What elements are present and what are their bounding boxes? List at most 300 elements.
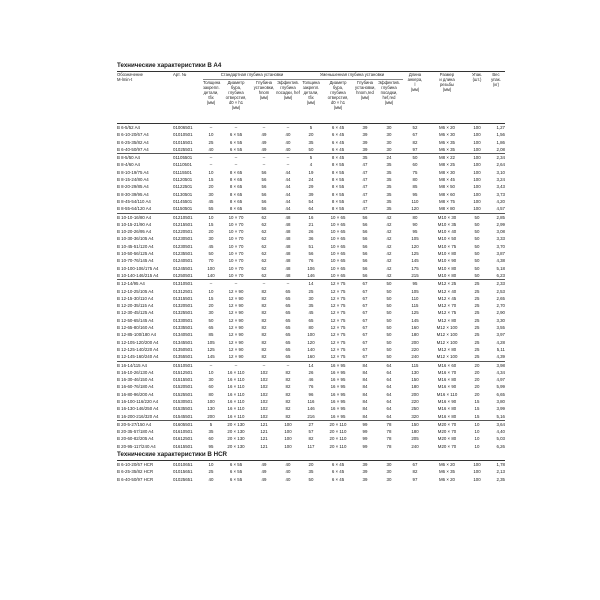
table-cell: 8 × 65 xyxy=(229,206,243,212)
table-cell: M6 × 30 xyxy=(439,132,455,138)
table-cell: M8 × 25 xyxy=(439,162,455,168)
table-cell: 01220501 xyxy=(173,229,193,235)
table-cell: 3,80 xyxy=(496,398,505,404)
table-cell: 8 × 55 xyxy=(331,206,345,212)
table-cell: 35 xyxy=(386,169,392,175)
table-cell: 60 xyxy=(412,162,418,168)
table-cell: 25 xyxy=(467,280,487,288)
table-cell: B 6-40-50/97 HCR xyxy=(117,476,154,482)
table-cell: 82 xyxy=(261,288,267,294)
table-cell: 56 xyxy=(362,236,368,242)
column-header xyxy=(301,81,321,106)
table-cell: 4,38 xyxy=(496,258,505,264)
table-cell: 84 xyxy=(362,398,368,404)
table-cell: 50 xyxy=(474,258,480,264)
table-cell: 21 xyxy=(308,221,314,227)
table-cell: 46 xyxy=(308,377,314,383)
header-line: Вес xyxy=(492,72,500,77)
table-cell: 116 xyxy=(307,398,315,404)
table-cell: 20 × 130 xyxy=(227,436,245,442)
table-cell: B 20-35-57/180 A4 xyxy=(117,429,154,435)
table-cell: – xyxy=(203,361,219,369)
table-cell: 55 xyxy=(208,206,214,212)
table-cell: 2,85 xyxy=(487,213,505,221)
table-cell: B 12-145-160/240 A4 xyxy=(117,354,159,360)
table-cell: 20 × 130 xyxy=(227,429,245,435)
table-cell: 36 xyxy=(308,236,314,242)
table-cell: M6 × 20 xyxy=(439,462,455,468)
table-cell: 105 xyxy=(207,339,215,345)
table-cell: 01010651 xyxy=(173,462,193,468)
table-cell: 6 × 45 xyxy=(331,146,345,152)
table-cell: 25 xyxy=(474,288,480,294)
table-cell: 12 × 90 xyxy=(228,288,244,294)
table-cell: 67 xyxy=(412,462,418,468)
table-cell: 8 × 65 xyxy=(229,177,243,183)
table-row xyxy=(117,124,505,131)
table-cell: 100 xyxy=(473,177,481,183)
header-line: Упак. xyxy=(471,72,483,77)
table-cell: 5,03 xyxy=(496,436,505,442)
table-cell: 102 xyxy=(260,377,268,383)
table-cell: 100 xyxy=(473,462,481,468)
table-cell: M6 × 20 xyxy=(439,476,455,482)
table-cell: 30 xyxy=(386,146,392,152)
table-cell: 50 xyxy=(474,236,480,242)
table-cell: 35 xyxy=(386,198,392,204)
table-cell: 78 xyxy=(386,429,392,435)
table-cell: M16 × 110 xyxy=(436,391,458,397)
table-cell: 84 xyxy=(362,377,368,383)
table-cell: 26 xyxy=(308,369,314,375)
table-cell: M12 × 25 xyxy=(427,280,467,288)
table-cell: 99 xyxy=(362,429,368,435)
header-line: (мм) xyxy=(206,99,216,105)
table-cell: 50 xyxy=(403,154,427,162)
table-cell: 180 xyxy=(411,332,419,338)
table-row xyxy=(117,131,505,138)
table-cell: 16 × 110 xyxy=(227,398,245,404)
table-cell: 16 × 95 xyxy=(321,361,355,369)
table-cell: 56 xyxy=(362,229,368,235)
table-cell: 8 × 55 xyxy=(331,191,345,197)
table-cell: 44 xyxy=(285,169,291,175)
column-header xyxy=(219,81,253,110)
table-row xyxy=(117,391,505,398)
table-row xyxy=(117,265,505,272)
table-cell: 16 × 95 xyxy=(330,369,346,375)
table-cell: 82 xyxy=(261,303,267,309)
table-cell: M10 × 80 xyxy=(437,251,457,257)
table-cell: 3,98 xyxy=(487,361,505,369)
table-cell: 01525501 xyxy=(173,391,193,397)
table-cell: 12 × 90 xyxy=(228,339,244,345)
table-cell: 6 × 55 xyxy=(229,139,243,145)
table-cell: 67 xyxy=(362,303,368,309)
table-cell: 145 xyxy=(411,258,419,264)
table-cell: M12 × 100 xyxy=(436,339,458,345)
table-cell: 01325501 xyxy=(173,310,193,316)
table-cell: 01335501 xyxy=(173,325,193,331)
header-line: глубина xyxy=(381,84,397,90)
table-cell: 50 xyxy=(375,280,403,288)
table-cell: 62 xyxy=(261,272,267,278)
table-cell: B 6-25-35/82 HCR xyxy=(117,469,154,475)
table-cell: 01215501 xyxy=(173,221,193,227)
table-cell: 102 xyxy=(260,406,268,412)
table-cell: M12 × 45 xyxy=(437,295,457,301)
table-cell: 8 × 65 xyxy=(229,191,243,197)
table-cell: M8 × 45 xyxy=(439,177,455,183)
table-row xyxy=(117,205,505,213)
header-line: установки, xyxy=(355,84,376,90)
table-cell: 82 xyxy=(412,469,418,475)
table-cell: 10 xyxy=(208,369,214,375)
table-cell: 100 xyxy=(473,191,481,197)
table-cell: M6 × 35 xyxy=(439,139,455,145)
table-cell: 50 xyxy=(386,354,392,360)
table-cell: M12 × 100 xyxy=(436,332,458,338)
table-cell: 39 xyxy=(362,462,368,468)
table-cell: 15 xyxy=(474,406,480,412)
table-cell: 01535501 xyxy=(173,406,193,412)
table-cell: 180 xyxy=(411,429,419,435)
table-cell: 12 × 90 xyxy=(228,310,244,316)
table-cell: B 8-45-54/110 A4 xyxy=(117,198,151,204)
table-cell: – xyxy=(209,125,213,130)
table-cell: 16 × 95 xyxy=(330,413,346,419)
table-cell: 2,53 xyxy=(496,288,505,294)
table-cell: 67 xyxy=(362,339,368,345)
table-cell: 4,57 xyxy=(496,206,505,212)
table-row xyxy=(117,353,505,361)
table-cell: 12 × 75 xyxy=(330,303,346,309)
table-cell: 12 × 75 xyxy=(330,325,346,331)
table-cell: 39 xyxy=(362,146,368,152)
table-cell: B 12-85-100/180 A4 xyxy=(117,332,157,338)
table-cell: 5 xyxy=(309,125,313,130)
table-cell: 121 xyxy=(260,429,268,435)
table-cell: 30 xyxy=(386,462,392,468)
table-cell: 6 × 45 xyxy=(331,125,345,130)
table-cell: 65 xyxy=(285,295,291,301)
table-cell: 100 xyxy=(473,206,481,212)
table-cell: 90 xyxy=(412,221,418,227)
table-cell: 100 xyxy=(207,398,215,404)
column-header xyxy=(427,73,467,93)
table-cell: B 6-10-20/67 HCR xyxy=(117,462,154,468)
table-cell: M10 × 50 xyxy=(437,236,457,242)
table-cell: 10 × 70 xyxy=(228,258,244,264)
table-cell: 3,97 xyxy=(496,332,505,338)
table-cell: 80 xyxy=(412,177,418,183)
table-cell: 49 xyxy=(261,146,267,152)
table-cell: M16 × 80 xyxy=(437,413,457,419)
table-cell: 10 xyxy=(208,462,214,468)
table-cell: 100 xyxy=(284,436,292,442)
table-cell: 16 xyxy=(301,213,321,221)
table-cell: 49 xyxy=(261,132,267,138)
table-cell: B 16-130-146/250 A4 xyxy=(117,406,159,412)
table-cell: M8 × 50 xyxy=(439,184,455,190)
table-cell: 01605501 xyxy=(173,420,203,428)
table-cell: 39 xyxy=(362,132,368,138)
table-cell: 10 × 65 xyxy=(330,236,346,242)
table-cell: 35 xyxy=(386,191,392,197)
table-cell: 100 xyxy=(275,420,301,428)
table-cell: 48 xyxy=(285,265,291,271)
table-cell: 80 xyxy=(403,213,427,221)
table-cell: 4 xyxy=(309,162,313,168)
table-cell: B 20-60-82/205 A4 xyxy=(117,436,154,442)
header-line: детали, xyxy=(203,89,219,95)
table-row xyxy=(117,198,505,205)
table-cell: 50 xyxy=(386,295,392,301)
table-cell: 56 xyxy=(261,198,267,204)
table-cell: 82 xyxy=(285,391,291,397)
table-cell: 117 xyxy=(307,443,315,449)
table-cell: 30 xyxy=(386,139,392,145)
table-cell: 12 × 90 xyxy=(228,325,244,331)
table-cell: – xyxy=(203,154,219,162)
table-cell: 4,28 xyxy=(496,339,505,345)
table-cell: 01145501 xyxy=(173,198,193,204)
table-cell: 10 xyxy=(474,429,480,435)
header-line: (мм) xyxy=(259,94,269,100)
table-cell: 82 xyxy=(285,398,291,404)
table-cell: 3,30 xyxy=(496,317,505,323)
table-cell: 99 xyxy=(355,420,375,428)
table-cell: 20 xyxy=(474,369,480,375)
table-cell: 10 xyxy=(208,288,214,294)
table-cell: 20 xyxy=(208,184,214,190)
table-row xyxy=(117,228,505,235)
table-cell: 105 xyxy=(411,288,419,294)
table-cell: 2,33 xyxy=(487,280,505,288)
table-cell: 01610501 xyxy=(173,429,193,435)
table-cell: 44 xyxy=(285,198,291,204)
table-cell: 42 xyxy=(386,229,392,235)
table-cell: 82 xyxy=(261,310,267,316)
table-cell: 82 xyxy=(261,346,267,352)
table-cell: 56 xyxy=(261,177,267,183)
table-cell: 3,10 xyxy=(496,169,505,175)
table-cell: 100 xyxy=(307,332,315,338)
table-cell: 64 xyxy=(386,377,392,383)
table-cell: 6,23 xyxy=(496,272,505,278)
header-line: (мм) xyxy=(231,104,241,110)
table-cell: 16 × 95 xyxy=(330,406,346,412)
table-cell: 3,08 xyxy=(496,229,505,235)
table-cell: 120 xyxy=(411,243,419,249)
table-cell: 3,43 xyxy=(496,184,505,190)
column-header xyxy=(253,81,275,101)
table-cell: 42 xyxy=(386,265,392,271)
table-cell: 01122501 xyxy=(173,184,193,190)
table-cell: 82 xyxy=(285,413,291,419)
table-cell: B 12-30-45/125 A4 xyxy=(117,310,154,316)
table-cell: 80 xyxy=(208,391,214,397)
table-cell: 35 xyxy=(355,154,375,162)
table-cell: 42 xyxy=(375,213,403,221)
header-line: посадки, xyxy=(380,89,398,95)
table-cell: 30 xyxy=(208,236,214,242)
table-cell: 20 xyxy=(467,361,487,369)
table-cell: 82 xyxy=(261,325,267,331)
table-cell: M12 × 70 xyxy=(437,303,457,309)
table-row xyxy=(117,339,505,346)
table-cell: 76 xyxy=(308,384,314,390)
table-cell: 42 xyxy=(386,258,392,264)
table-row xyxy=(117,443,505,450)
table-cell: 10 × 65 xyxy=(330,221,346,227)
table-cell: 12 × 90 xyxy=(228,317,244,323)
header-line: tfix xyxy=(308,94,314,100)
table-cell: 12 × 75 xyxy=(330,295,346,301)
table-cell: 10 xyxy=(467,420,487,428)
table-cell: 85 xyxy=(208,332,214,338)
table-cell: 180 xyxy=(411,384,419,390)
table-cell: 5,11 xyxy=(496,346,505,352)
table-cell: 44 xyxy=(285,184,291,190)
header-line: Толщина xyxy=(203,80,221,85)
table-cell: – xyxy=(262,162,266,168)
table-cell: 100 xyxy=(473,146,481,152)
table-cell: 16 × 95 xyxy=(330,391,346,397)
table-cell: 16 × 110 xyxy=(227,384,245,390)
table-cell: 01312501 xyxy=(173,288,193,294)
table-cell: B 20-5-27/150 A4 xyxy=(117,420,173,428)
divider xyxy=(117,460,505,461)
table-row xyxy=(117,420,505,428)
table-cell: 3,70 xyxy=(496,243,505,249)
table-cell: 40 xyxy=(285,139,291,145)
header-line: Диаметр xyxy=(329,80,347,85)
header-line: глубина xyxy=(228,89,244,95)
spec-table-hcr xyxy=(117,461,505,483)
table-cell: 44 xyxy=(285,177,291,183)
table-cell: M12 × 100 xyxy=(436,354,458,360)
table-cell: 2,90 xyxy=(496,310,505,316)
table-cell: 01530501 xyxy=(173,398,193,404)
table-cell: 39 xyxy=(362,139,368,145)
table-cell: 82 xyxy=(285,377,291,383)
table-cell: 01510501 xyxy=(173,361,203,369)
header-line: резьбы xyxy=(439,81,455,87)
table-cell: 39 xyxy=(308,191,314,197)
table-cell: 25 xyxy=(474,310,480,316)
table-cell: – xyxy=(234,162,238,168)
table-cell: 20 × 110 xyxy=(329,429,347,435)
table-cell: 12 × 90 xyxy=(228,354,244,360)
table-cell: – xyxy=(253,154,275,162)
table-cell: 84 xyxy=(362,369,368,375)
table-cell: 175 xyxy=(411,265,419,271)
table-cell: 64 xyxy=(386,406,392,412)
table-cell: 12 × 75 xyxy=(330,339,346,345)
table-cell: 8 × 65 xyxy=(229,198,243,204)
table-cell: 24 xyxy=(308,177,314,183)
table-cell: 10 × 70 xyxy=(228,236,244,242)
table-cell: 100 xyxy=(473,198,481,204)
table-cell: 10 × 70 xyxy=(228,243,244,249)
table-row xyxy=(117,213,505,221)
table-cell: 50 xyxy=(386,288,392,294)
table-cell: 54 xyxy=(308,198,314,204)
table-cell: M10 × 80 xyxy=(437,272,457,278)
table-cell: 12 × 75 xyxy=(330,288,346,294)
table-cell: 50 xyxy=(308,146,314,152)
table-cell: 01105501 xyxy=(173,154,203,162)
table-cell: 47 xyxy=(362,184,368,190)
table-cell: 130 xyxy=(207,406,215,412)
header-line: Глубина xyxy=(357,80,373,85)
table-cell: M10 × 40 xyxy=(437,229,457,235)
table-cell: 10 × 70 xyxy=(228,229,244,235)
table-cell: 56 xyxy=(355,213,375,221)
table-cell: B 16-10-26/130 A4 xyxy=(117,369,154,375)
table-cell: 30 xyxy=(208,191,214,197)
table-cell: 40 xyxy=(208,146,214,152)
table-cell: M16 × 90 xyxy=(437,398,457,404)
table-cell: 10 × 65 xyxy=(330,265,346,271)
table-row xyxy=(117,398,505,405)
table-cell: 65 xyxy=(285,303,291,309)
table-cell: 12 × 90 xyxy=(228,303,244,309)
table-cell: 84 xyxy=(362,384,368,390)
table-cell: 12 × 75 xyxy=(330,310,346,316)
table-cell: 15 xyxy=(474,413,480,419)
header-line: отверстия, xyxy=(327,94,349,100)
table-cell: 01240501 xyxy=(173,258,193,264)
table-cell: M12 × 80 xyxy=(437,346,457,352)
table-cell: 51 xyxy=(308,243,314,249)
header-line: Диаметр xyxy=(227,80,245,85)
table-cell: 100 xyxy=(207,265,215,271)
table-cell: 67 xyxy=(362,310,368,316)
header-line: d0 × h1 xyxy=(228,99,244,105)
table-cell: B 10-70-76/145 A4 xyxy=(117,258,154,264)
table-cell: 01115501 xyxy=(173,169,192,175)
table-cell: B 12-15-30/110 A4 xyxy=(117,295,154,301)
table-cell: 100 xyxy=(473,184,481,190)
table-cell: 8 × 55 xyxy=(331,162,345,168)
table-cell: 82 xyxy=(285,369,291,375)
table-cell: 20 xyxy=(308,132,314,138)
table-cell: 12 × 90 xyxy=(228,332,244,338)
table-cell: 95 xyxy=(208,443,214,449)
table-row xyxy=(117,280,505,288)
table-cell: 35 xyxy=(386,206,392,212)
table-cell: 64 xyxy=(386,391,392,397)
table-row xyxy=(117,346,505,353)
table-cell: M20 × 80 xyxy=(437,436,457,442)
header-line: закрепл. xyxy=(203,84,220,90)
table-cell: 62 xyxy=(253,213,275,221)
column-header xyxy=(485,73,507,88)
table-cell: 10 × 70 xyxy=(219,213,253,221)
table-cell: 20 xyxy=(474,377,480,383)
table-cell: 44 xyxy=(285,206,291,212)
table-cell: 140 xyxy=(207,272,215,278)
table-cell: 25 xyxy=(208,139,214,145)
table-cell: 35 xyxy=(308,303,314,309)
table-cell: 16 × 110 xyxy=(227,377,245,383)
table-cell: 01315501 xyxy=(173,295,193,301)
table-cell: 25 xyxy=(474,332,480,338)
table-cell: 20 × 110 xyxy=(329,443,347,449)
header-line: Эффектив. xyxy=(277,80,299,85)
